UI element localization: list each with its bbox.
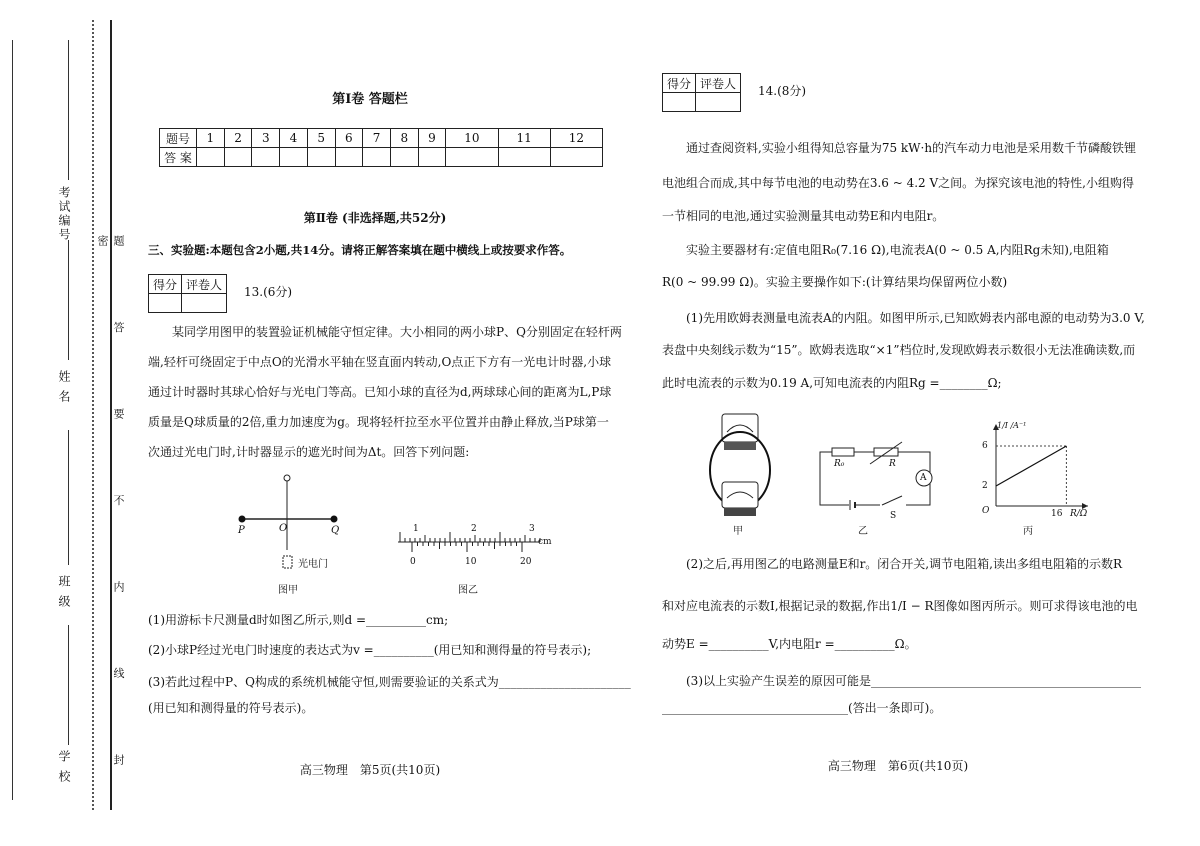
table-row xyxy=(160,148,603,167)
answer-num: 5 xyxy=(307,129,335,148)
fig-a-gate: 光电门 xyxy=(298,559,328,570)
answer-cell[interactable] xyxy=(363,148,391,167)
grader-cell[interactable] xyxy=(182,294,227,313)
answer-num: 3 xyxy=(252,129,280,148)
footer-left: 高三物理 第5页(共10页) xyxy=(299,763,441,777)
q14-item: 动势E =__________V,内电阻r =__________Ω。 xyxy=(662,637,917,651)
q13-line: 质量是Q球质量的2倍,重力加速度为g。现将轻杆拉至水平位置并由静止释放,当P球第一 xyxy=(148,415,609,429)
fig-yi-r: R xyxy=(889,459,896,469)
fig-b-bottom-num: 0 xyxy=(410,557,416,567)
answer-num: 6 xyxy=(335,129,363,148)
score-box-right xyxy=(662,73,741,112)
answer-table-head-num: 题号 xyxy=(160,129,197,148)
q14-item: 和对应电流表的示数I,根据记录的数据,作出1/I − R图像如图丙所示。则可求得该电池的电 xyxy=(662,599,1138,613)
grader-label: 评卷人 xyxy=(696,74,741,93)
fig-yi-r0: R₀ xyxy=(834,459,845,469)
answer-cell[interactable] xyxy=(335,148,363,167)
fig-a-O: O xyxy=(279,523,288,534)
section3-heading: 三、实验题:本题包含2小题,共14分。请将正解答案填在题中横线上或按要求作答。 xyxy=(148,243,572,257)
answer-num: 10 xyxy=(446,129,498,148)
exam-id-blank xyxy=(68,40,69,180)
fig-bing-y-tick: 2 xyxy=(982,481,988,491)
answer-num: 1 xyxy=(197,129,225,148)
answer-num: 11 xyxy=(498,129,550,148)
fig-bing-y-label: 1/I /A⁻¹ xyxy=(997,421,1027,430)
score-label: 得分 xyxy=(149,275,182,294)
school-blank xyxy=(68,625,69,745)
q14-line: R(0 ~ 99.99 Ω)。实验主要操作如下:(计算结果均保留两位小数) xyxy=(662,275,1008,289)
answer-cell[interactable] xyxy=(280,148,308,167)
fig-jia-caption: 甲 xyxy=(733,526,743,537)
q13-header: 13.(6分) xyxy=(244,285,293,299)
answer-table xyxy=(159,128,603,167)
q14-line: 通过查阅资料,实验小组得知总容量为75 kW·h的汽车动力电池是采用数千节磷酸铁锂 xyxy=(686,141,1137,155)
fig-b-bottom-num: 20 xyxy=(520,557,532,567)
score-label: 得分 xyxy=(663,74,696,93)
fig-bing-x-tick: 16 xyxy=(1051,509,1063,519)
figure-jia-meters xyxy=(700,410,780,520)
answer-cell[interactable] xyxy=(224,148,252,167)
fig-a-P: P xyxy=(238,525,245,536)
q14-line: 电池组合而成,其中每节电池的电动势在3.6 ~ 4.2 V之间。为探究该电池的特性,小组购得 xyxy=(662,176,1134,190)
exam-id-label: 考试编号 xyxy=(57,186,71,242)
fig-bing-caption: 丙 xyxy=(1023,526,1033,537)
q14-item: (2)之后,再用图乙的电路测量E和r。闭合开关,调节电阻箱,读出多组电阻箱的示数R xyxy=(686,557,1122,571)
score-box-left xyxy=(148,274,227,313)
answer-table-head-ans: 答 案 xyxy=(160,148,197,167)
q14-header: 14.(8分) xyxy=(758,84,807,98)
q14-line: 一节相同的电池,通过实验测量其电动势E和内电阻r。 xyxy=(662,209,945,223)
fig-b-top-num: 3 xyxy=(529,524,535,534)
fig-yi-s: S xyxy=(890,511,897,521)
answer-num: 2 xyxy=(224,129,252,148)
answer-cell[interactable] xyxy=(446,148,498,167)
answer-num: 9 xyxy=(418,129,446,148)
fig-bing-origin: O xyxy=(982,506,990,516)
q14-item: _______________________________(答出一条即可)。 xyxy=(662,701,942,715)
answer-cell[interactable] xyxy=(550,148,602,167)
answer-cell[interactable] xyxy=(418,148,446,167)
fig-bing-x-label: R/Ω xyxy=(1070,509,1088,519)
class-label: 班 级 xyxy=(57,575,71,609)
q13-item: (2)小球P经过光电门时速度的表达式为v =__________(用已知和测得量的符号表示); xyxy=(148,643,592,657)
q14-line: 实验主要器材有:定值电阻R₀(7.16 Ω),电流表A(0 ~ 0.5 A,内阻Rg未知),电阻箱 xyxy=(686,243,1109,257)
fig-b-unit: cm xyxy=(538,537,552,547)
answer-num: 8 xyxy=(390,129,418,148)
q13-item: (1)用游标卡尺测量d时如图乙所示,则d =__________cm; xyxy=(148,613,449,627)
answer-num: 7 xyxy=(363,129,391,148)
footer-right: 高三物理 第6页(共10页) xyxy=(827,759,969,773)
q13-line: 某同学用图甲的装置验证机械能守恒定律。大小相同的两小球P、Q分别固定在轻杆两 xyxy=(172,325,622,339)
fig-yi-caption: 乙 xyxy=(858,526,868,537)
fig-b-caption: 图乙 xyxy=(458,585,478,596)
q13-item: (用已知和测得量的符号表示)。 xyxy=(148,701,314,715)
answer-cell[interactable] xyxy=(307,148,335,167)
part2-title: 第Ⅱ卷 (非选择题,共52分) xyxy=(303,211,447,225)
answer-cell[interactable] xyxy=(252,148,280,167)
fig-bing-y-tick: 6 xyxy=(982,441,988,451)
q13-line: 通过计时器时其球心恰好与光电门等高。已知小球的直径为d,两球球心间的距离为L,P球 xyxy=(148,385,612,399)
fig-a-caption: 图甲 xyxy=(278,585,298,596)
fig-a-Q: Q xyxy=(331,525,340,536)
q14-line: 此时电流表的示数为0.19 A,可知电流表的内阻Rg =________Ω; xyxy=(662,376,1002,390)
q14-item: (3)以上实验产生误差的原因可能是_____________________________________________ xyxy=(686,674,1141,688)
fig-yi-a: A xyxy=(920,473,927,483)
score-cell[interactable] xyxy=(149,294,182,313)
score-cell[interactable] xyxy=(663,93,696,112)
data-line xyxy=(996,446,1066,486)
q13-line: 端,轻杆可绕固定于中点O的光滑水平轴在竖直面内转动,O点正下方有一光电计时器,小球 xyxy=(148,355,612,369)
answer-cell[interactable] xyxy=(197,148,225,167)
seal-warning: 题 答 要 不 内 线 封 密 xyxy=(96,235,125,801)
name-blank xyxy=(68,240,69,360)
q13-line: 次通过光电门时,计时器显示的遮光时间为Δt。回答下列问题: xyxy=(148,445,470,459)
grader-cell[interactable] xyxy=(696,93,741,112)
answer-num: 12 xyxy=(550,129,602,148)
fig-b-bottom-num: 10 xyxy=(465,557,477,567)
answer-cell[interactable] xyxy=(498,148,550,167)
school-label: 学 校 xyxy=(57,750,71,784)
margin-line xyxy=(12,40,13,800)
fig-b-top-num: 1 xyxy=(413,524,419,534)
answer-num: 4 xyxy=(280,129,308,148)
table-row xyxy=(160,129,603,148)
name-label: 姓 名 xyxy=(57,370,71,404)
answer-cell[interactable] xyxy=(390,148,418,167)
q13-item: (3)若此过程中P、Q构成的系统机械能守恒,则需要验证的关系式为______________________ xyxy=(148,675,631,689)
part1-title: 第Ⅰ卷 答题栏 xyxy=(332,92,408,107)
class-blank xyxy=(68,430,69,565)
grader-label: 评卷人 xyxy=(182,275,227,294)
q14-line: 表盘中央刻线示数为“15”。欧姆表选取“×1”档位时,发现欧姆表示数很小无法准确读数,而 xyxy=(662,343,1136,357)
fig-b-top-num: 2 xyxy=(471,524,477,534)
q14-line: (1)先用欧姆表测量电流表A的内阻。如图甲所示,已知欧姆表内部电源的电动势为3.0 V, xyxy=(686,311,1145,325)
